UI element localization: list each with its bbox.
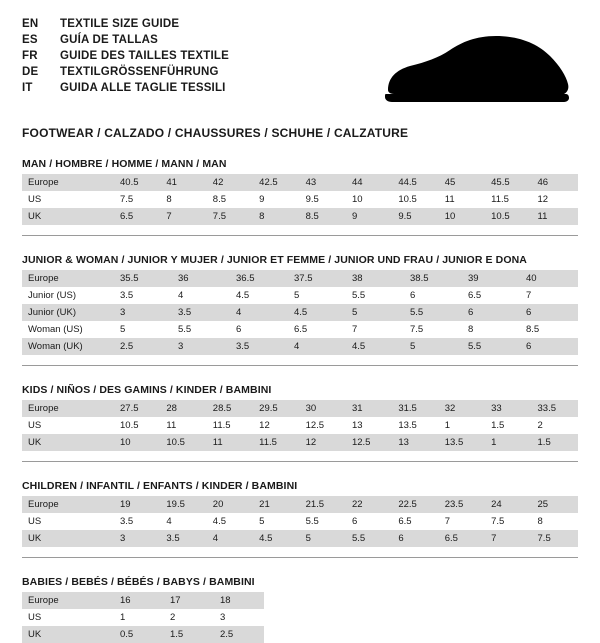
size-cell: 4.5 xyxy=(207,513,253,530)
size-cell: 38 xyxy=(346,270,404,287)
size-cell: 43 xyxy=(300,174,346,191)
size-cell: 19.5 xyxy=(160,496,206,513)
size-table-children xyxy=(22,496,578,547)
language-title: TEXTILGRÖSSENFÜHRUNG xyxy=(60,66,219,78)
row-label: Woman (US) xyxy=(22,321,114,338)
language-title: GUÍA DE TALLAS xyxy=(60,34,158,46)
size-cell: 8.5 xyxy=(520,321,578,338)
size-cell: 45.5 xyxy=(485,174,531,191)
size-cell: 3 xyxy=(172,338,230,355)
size-cell: 6.5 xyxy=(392,513,438,530)
row-label: UK xyxy=(22,434,114,451)
size-cell: 8 xyxy=(253,208,299,225)
size-cell: 36.5 xyxy=(230,270,288,287)
size-cell: 5.5 xyxy=(346,287,404,304)
size-cell: 10.5 xyxy=(114,417,160,434)
size-cell: 29.5 xyxy=(253,400,299,417)
size-cell: 3.5 xyxy=(114,513,160,530)
size-cell: 5 xyxy=(404,338,462,355)
block-title: JUNIOR & WOMAN / JUNIOR Y MUJER / JUNIOR ET FEMME / JUNIOR UND FRAU / JUNIOR E DONA xyxy=(22,254,527,266)
table-row xyxy=(22,592,264,609)
size-table-man xyxy=(22,174,578,225)
size-cell: 4.5 xyxy=(346,338,404,355)
block-title: KIDS / NIÑOS / DES GAMINS / KINDER / BAMBINI xyxy=(22,384,272,396)
size-cell: 8.5 xyxy=(300,208,346,225)
language-title: GUIDA ALLE TAGLIE TESSILI xyxy=(60,82,226,94)
size-cell: 6 xyxy=(230,321,288,338)
table-row xyxy=(22,609,264,626)
language-row xyxy=(22,16,229,32)
size-cell: 8.5 xyxy=(207,191,253,208)
size-cell: 4 xyxy=(230,304,288,321)
size-cell: 22.5 xyxy=(392,496,438,513)
row-label: Europe xyxy=(22,400,114,417)
block-title: BABIES / BEBÉS / BÉBÉS / BABYS / BAMBINI xyxy=(22,576,255,588)
size-cell: 27.5 xyxy=(114,400,160,417)
divider xyxy=(22,557,578,558)
size-cell: 3 xyxy=(114,530,160,547)
language-row xyxy=(22,32,229,48)
size-cell: 46 xyxy=(532,174,578,191)
size-cell: 5 xyxy=(300,530,346,547)
size-cell: 25 xyxy=(532,496,578,513)
size-cell: 33 xyxy=(485,400,531,417)
size-table-junior-woman xyxy=(22,270,578,355)
table-row xyxy=(22,287,578,304)
size-cell: 31.5 xyxy=(392,400,438,417)
row-label: US xyxy=(22,417,114,434)
row-label: Woman (UK) xyxy=(22,338,114,355)
size-cell: 8 xyxy=(160,191,206,208)
language-code: EN xyxy=(22,18,39,30)
row-label: UK xyxy=(22,626,114,643)
size-cell: 40 xyxy=(520,270,578,287)
size-cell: 24 xyxy=(485,496,531,513)
size-cell: 0.5 xyxy=(114,626,164,643)
language-row xyxy=(22,80,229,96)
size-cell: 2 xyxy=(164,609,214,626)
size-cell: 1.5 xyxy=(532,434,578,451)
size-cell: 8 xyxy=(462,321,520,338)
size-cell: 5 xyxy=(253,513,299,530)
size-cell: 5.5 xyxy=(172,321,230,338)
size-block-kids xyxy=(22,384,578,462)
size-cell: 7 xyxy=(346,321,404,338)
language-code: IT xyxy=(22,82,33,94)
size-cell: 6 xyxy=(404,287,462,304)
size-cell: 6 xyxy=(462,304,520,321)
divider xyxy=(22,365,578,366)
size-cell: 39 xyxy=(462,270,520,287)
block-title: CHILDREN / INFANTIL / ENFANTS / KINDER / BAMBINI xyxy=(22,480,298,492)
size-cell: 30 xyxy=(300,400,346,417)
table-row xyxy=(22,417,578,434)
size-cell: 5 xyxy=(114,321,172,338)
size-cell: 7.5 xyxy=(485,513,531,530)
table-row xyxy=(22,174,578,191)
size-cell: 3.5 xyxy=(172,304,230,321)
size-cell: 11 xyxy=(532,208,578,225)
size-block-man xyxy=(22,158,578,236)
row-label: US xyxy=(22,513,114,530)
size-cell: 41 xyxy=(160,174,206,191)
size-cell: 20 xyxy=(207,496,253,513)
size-cell: 2.5 xyxy=(214,626,264,643)
row-label: Europe xyxy=(22,270,114,287)
size-block-junior-woman xyxy=(22,254,578,366)
row-label: UK xyxy=(22,208,114,225)
table-row xyxy=(22,530,578,547)
size-cell: 5.5 xyxy=(462,338,520,355)
size-cell: 4.5 xyxy=(253,530,299,547)
size-cell: 9 xyxy=(346,208,392,225)
size-cell: 3.5 xyxy=(114,287,172,304)
language-code: DE xyxy=(22,66,39,78)
size-cell: 12 xyxy=(253,417,299,434)
size-cell: 16 xyxy=(114,592,164,609)
size-cell: 31 xyxy=(346,400,392,417)
size-cell: 7.5 xyxy=(207,208,253,225)
table-row xyxy=(22,513,578,530)
size-cell: 4 xyxy=(160,513,206,530)
size-cell: 10.5 xyxy=(392,191,438,208)
size-cell: 13.5 xyxy=(392,417,438,434)
table-row xyxy=(22,496,578,513)
size-cell: 11.5 xyxy=(207,417,253,434)
size-cell: 6.5 xyxy=(439,530,485,547)
size-cell: 5.5 xyxy=(300,513,346,530)
size-cell: 21.5 xyxy=(300,496,346,513)
size-cell: 42 xyxy=(207,174,253,191)
language-code: ES xyxy=(22,34,38,46)
size-cell: 28 xyxy=(160,400,206,417)
size-cell: 19 xyxy=(114,496,160,513)
size-cell: 6.5 xyxy=(462,287,520,304)
size-cell: 32 xyxy=(439,400,485,417)
size-cell: 11.5 xyxy=(485,191,531,208)
row-label: US xyxy=(22,191,114,208)
size-cell: 12 xyxy=(300,434,346,451)
size-cell: 9 xyxy=(253,191,299,208)
table-row xyxy=(22,400,578,417)
language-row xyxy=(22,48,229,64)
size-block-children xyxy=(22,480,578,558)
size-cell: 2.5 xyxy=(114,338,172,355)
size-cell: 4 xyxy=(288,338,346,355)
language-title: GUIDE DES TAILLES TEXTILE xyxy=(60,50,229,62)
size-cell: 4 xyxy=(207,530,253,547)
size-cell: 5.5 xyxy=(346,530,392,547)
divider xyxy=(22,461,578,462)
language-title-list xyxy=(22,16,229,96)
row-label: Junior (UK) xyxy=(22,304,114,321)
size-cell: 6.5 xyxy=(288,321,346,338)
language-row xyxy=(22,64,229,80)
size-cell: 45 xyxy=(439,174,485,191)
size-cell: 4.5 xyxy=(230,287,288,304)
table-row xyxy=(22,434,578,451)
size-cell: 44.5 xyxy=(392,174,438,191)
size-cell: 35.5 xyxy=(114,270,172,287)
size-cell: 7 xyxy=(439,513,485,530)
size-cell: 2 xyxy=(532,417,578,434)
size-cell: 13 xyxy=(346,417,392,434)
table-row xyxy=(22,321,578,338)
size-cell: 5.5 xyxy=(404,304,462,321)
size-cell: 33.5 xyxy=(532,400,578,417)
size-cell: 17 xyxy=(164,592,214,609)
size-cell: 4.5 xyxy=(288,304,346,321)
size-cell: 11 xyxy=(207,434,253,451)
size-cell: 37.5 xyxy=(288,270,346,287)
table-row xyxy=(22,338,578,355)
size-cell: 3 xyxy=(114,304,172,321)
row-label: Europe xyxy=(22,496,114,513)
size-cell: 1 xyxy=(439,417,485,434)
table-row xyxy=(22,626,264,643)
size-table-kids xyxy=(22,400,578,451)
language-title: TEXTILE SIZE GUIDE xyxy=(60,18,180,30)
size-cell: 3.5 xyxy=(160,530,206,547)
footwear-section-heading: FOOTWEAR / CALZADO / CHAUSSURES / SCHUHE / CALZATURE xyxy=(22,126,409,140)
size-cell: 28.5 xyxy=(207,400,253,417)
size-cell: 3.5 xyxy=(230,338,288,355)
table-row xyxy=(22,304,578,321)
size-cell: 7 xyxy=(485,530,531,547)
size-cell: 7 xyxy=(520,287,578,304)
table-row xyxy=(22,191,578,208)
size-cell: 7.5 xyxy=(114,191,160,208)
size-cell: 9.5 xyxy=(392,208,438,225)
size-cell: 6 xyxy=(520,338,578,355)
size-cell: 21 xyxy=(253,496,299,513)
size-cell: 10 xyxy=(114,434,160,451)
row-label: Europe xyxy=(22,592,114,609)
size-cell: 36 xyxy=(172,270,230,287)
size-cell: 11 xyxy=(160,417,206,434)
size-cell: 6.5 xyxy=(114,208,160,225)
size-cell: 42.5 xyxy=(253,174,299,191)
divider xyxy=(22,235,578,236)
size-cell: 40.5 xyxy=(114,174,160,191)
size-cell: 4 xyxy=(172,287,230,304)
row-label: US xyxy=(22,609,114,626)
size-cell: 23.5 xyxy=(439,496,485,513)
language-code: FR xyxy=(22,50,38,62)
size-cell: 13 xyxy=(392,434,438,451)
size-cell: 8 xyxy=(532,513,578,530)
size-cell: 1 xyxy=(485,434,531,451)
size-cell: 10 xyxy=(346,191,392,208)
size-cell: 7.5 xyxy=(532,530,578,547)
size-cell: 1.5 xyxy=(164,626,214,643)
size-cell: 12 xyxy=(532,191,578,208)
size-cell: 11.5 xyxy=(253,434,299,451)
size-cell: 6 xyxy=(392,530,438,547)
row-label: Europe xyxy=(22,174,114,191)
size-cell: 10.5 xyxy=(485,208,531,225)
size-cell: 9.5 xyxy=(300,191,346,208)
size-cell: 10.5 xyxy=(160,434,206,451)
size-cell: 13.5 xyxy=(439,434,485,451)
size-cell: 11 xyxy=(439,191,485,208)
size-cell: 7.5 xyxy=(404,321,462,338)
table-row xyxy=(22,270,578,287)
table-row xyxy=(22,208,578,225)
size-cell: 3 xyxy=(214,609,264,626)
size-cell: 44 xyxy=(346,174,392,191)
size-cell: 1 xyxy=(114,609,164,626)
size-cell: 6 xyxy=(346,513,392,530)
size-cell: 7 xyxy=(160,208,206,225)
size-cell: 5 xyxy=(288,287,346,304)
row-label: UK xyxy=(22,530,114,547)
row-label: Junior (US) xyxy=(22,287,114,304)
size-cell: 1.5 xyxy=(485,417,531,434)
size-cell: 38.5 xyxy=(404,270,462,287)
block-title: MAN / HOMBRE / HOMME / MANN / MAN xyxy=(22,158,227,170)
page-header xyxy=(22,16,578,112)
size-cell: 6 xyxy=(520,304,578,321)
size-cell: 22 xyxy=(346,496,392,513)
size-cell: 12.5 xyxy=(346,434,392,451)
size-cell: 10 xyxy=(439,208,485,225)
size-cell: 5 xyxy=(346,304,404,321)
size-cell: 18 xyxy=(214,592,264,609)
size-cell: 12.5 xyxy=(300,417,346,434)
size-block-babies xyxy=(22,576,578,643)
dress-shoe-icon xyxy=(380,34,572,104)
